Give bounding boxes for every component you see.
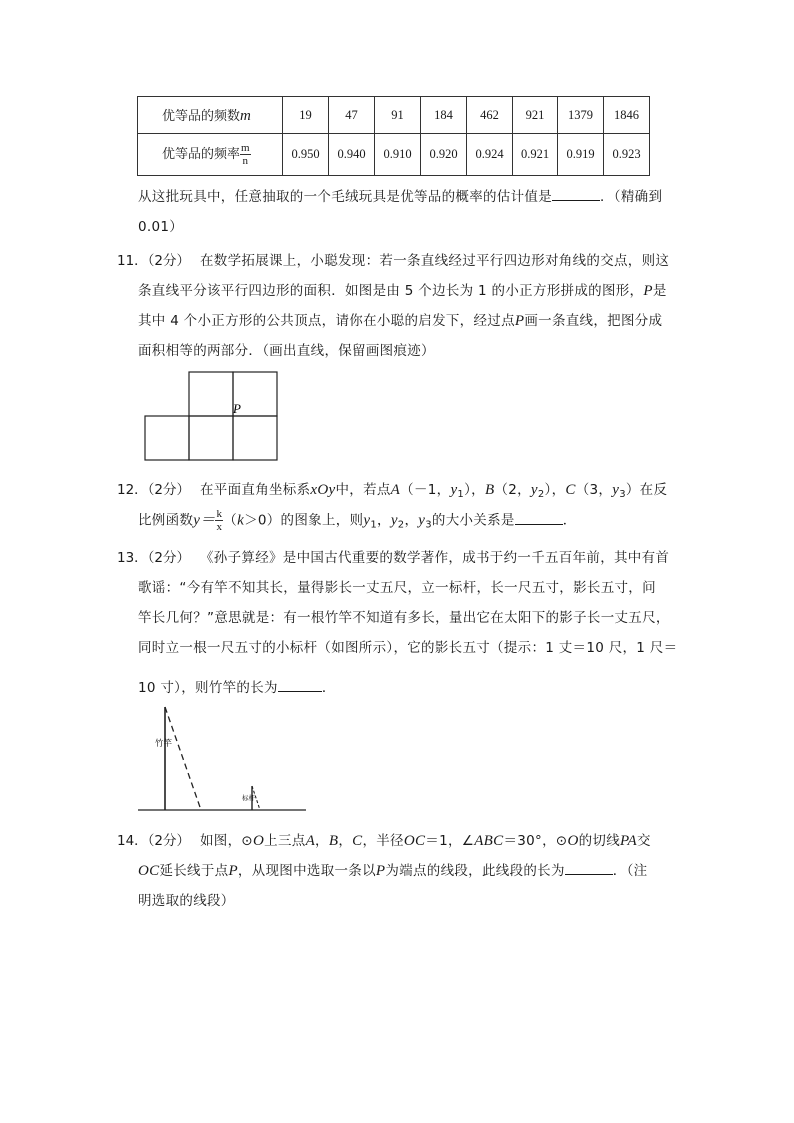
answer-blank[interactable] [552, 186, 600, 201]
q11-line-2: 条直线平分该平行四边形的面积．如图是由 5 个边长为 1 的小正方形拼成的图形，P是 [138, 283, 667, 299]
q14-line-1: 如图，⊙O上三点A，B，C，半径OC＝1，∠ABC＝30°，⊙O的切线PA交 [200, 833, 651, 849]
row-label-frequency-rate: 优等品的频率 $\frac{m}{n}$ [138, 134, 283, 176]
answer-blank[interactable] [565, 860, 613, 875]
q12-number: 12．（2分） [117, 482, 191, 498]
square [189, 372, 233, 416]
table-cell: 0.921 [513, 134, 558, 176]
q14-line-3: 明选取的线段） [138, 893, 235, 909]
square [233, 416, 277, 460]
square [189, 416, 233, 460]
q11-line-3: 其中 4 个小正方形的公共顶点，请你在小聪的启发下，经过点P画一条直线，把图分成 [138, 313, 663, 329]
sun-ray-line [165, 707, 201, 810]
table-cell: 921 [513, 97, 558, 134]
table-cell: 0.924 [467, 134, 513, 176]
pole-label: 竹竿 [155, 739, 173, 749]
fraction-k-over-x: $\frac{k}{x}$ [216, 508, 223, 533]
stick-label: 标杆 [242, 794, 255, 802]
q11-line-1: 在数学拓展课上，小聪发现：若一条直线经过平行四边形对角线的交点，则这 [200, 253, 670, 269]
q11-squares-figure [144, 371, 280, 463]
table-cell: 462 [467, 97, 513, 134]
table-cell: 0.940 [329, 134, 375, 176]
square [145, 416, 189, 460]
q13-number: 13．（2分） [117, 550, 191, 566]
q11-line-4: 面积相等的两部分．（画出直线，保留画图痕迹） [138, 343, 435, 359]
q13-line-1: 《孙子算经》是中国古代重要的数学著作，成书于约一千五百年前，其中有首 [200, 550, 670, 566]
q13-line-3: 竿长几何？”意思就是：有一根竹竿不知道有多长，量出它在太阳下的影子长一丈五尺， [138, 610, 670, 626]
fraction-m-over-n: $\frac{m}{n}$ [241, 142, 250, 167]
table-cell: 184 [421, 97, 467, 134]
table-cell: 0.920 [421, 134, 467, 176]
answer-blank[interactable] [515, 510, 563, 525]
table-cell: 0.919 [558, 134, 604, 176]
table-row [138, 97, 650, 134]
table-cell: 19 [283, 97, 329, 134]
table-cell: 1379 [558, 97, 604, 134]
q10-line-1: 从这批玩具中，任意抽取的一个毛绒玩具是优等品的概率的估计值是 ．（精确到 [138, 185, 662, 205]
table-cell: 91 [375, 97, 421, 134]
frequency-table [137, 96, 650, 176]
q11-number: 11．（2分） [117, 253, 191, 269]
table-cell: 0.923 [604, 134, 650, 176]
q13-line-4: 同时立一根一尺五寸的小标杆（如图所示），它的影长五寸（提示：1 丈＝10 尺，1 尺＝ [138, 640, 678, 656]
point-p-label: P [233, 401, 241, 416]
q14-number: 14．（2分） [117, 833, 191, 849]
q12-line-2: 比例函数y＝ $\frac{k}{x}$ （k＞0）的图象上，则$y_1$，$y_2$，$y_3$的大小关系是 ． [138, 508, 577, 533]
table-row [138, 134, 650, 176]
q13-pole-shadow-figure [136, 704, 308, 814]
q12-line-1: 在平面直角坐标系xOy中，若点A（－1，$y_1$），B（2，$y_2$），C（3，$y_3$）在反 [200, 482, 668, 500]
q13-line-5: 10 寸），则竹竿的长为 ． [138, 676, 336, 696]
q13-line-2: 歌谣：“今有竿不知其长，量得影长一丈五尺，立一标杆，长一尺五寸，影长五寸，问 [138, 580, 656, 596]
table-cell: 0.950 [283, 134, 329, 176]
table-cell: 47 [329, 97, 375, 134]
answer-blank[interactable] [278, 677, 322, 692]
table-cell: 1846 [604, 97, 650, 134]
table-cell: 0.910 [375, 134, 421, 176]
row-label-frequency-count: 优等品的频数m [138, 97, 283, 134]
q10-line-2: 0.01） [138, 219, 184, 235]
q14-line-2: OC延长线于点P，从现图中选取一条以P为端点的线段，此线段的长为 ．（注 [138, 859, 647, 880]
